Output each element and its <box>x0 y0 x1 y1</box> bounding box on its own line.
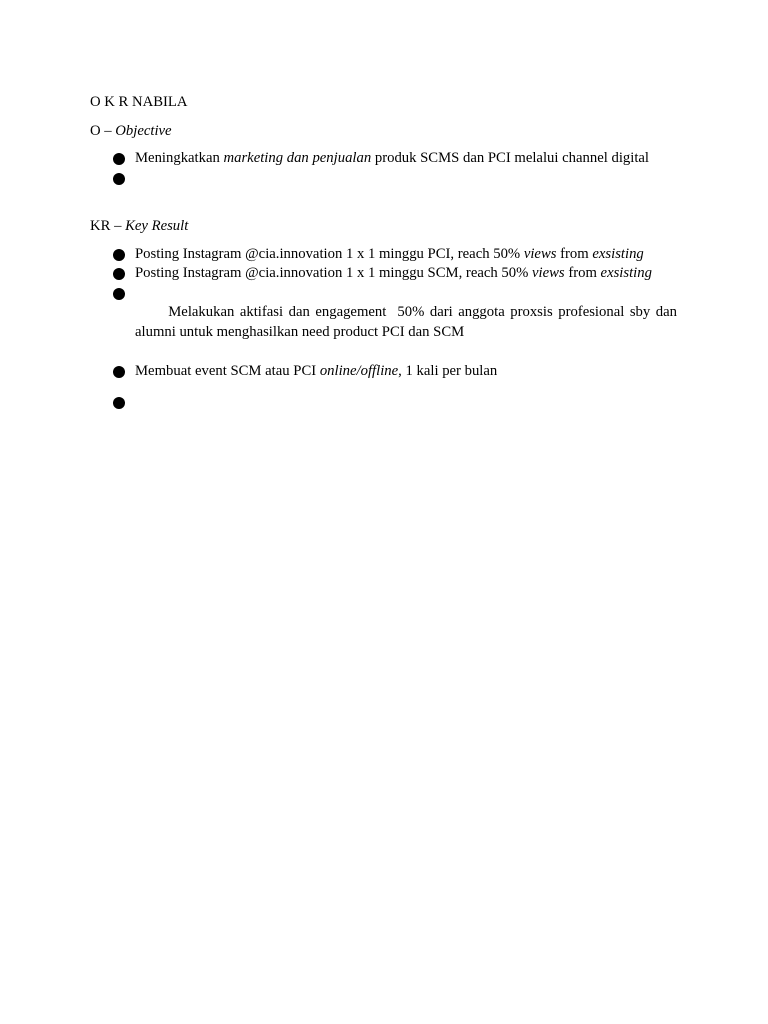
key-result-prefix: KR – <box>90 218 126 234</box>
key-result-item-text: Posting Instagram @cia.innovation 1 x 1 minggu PCI, reach 50% <box>135 245 524 262</box>
bullet-icon <box>113 397 125 409</box>
objective-item-empty <box>90 169 677 189</box>
objective-heading <box>90 122 677 142</box>
key-result-item-text: Posting Instagram @cia.innovation 1 x 1 minggu SCM, reach 50% <box>135 265 532 281</box>
key-result-item-emphasis-end: exsisting <box>592 245 644 262</box>
bullet-icon <box>113 366 125 378</box>
objective-item-text-end: produk SCMS dan PCI melalui channel digital <box>371 150 650 166</box>
key-result-item-text: Melakukan aktifasi dan engagement 50% dari anggota proxsis profesional sby dan alumni untuk menghasilkan need product PCI dan SCM <box>135 304 681 340</box>
objective-item-text: Meningkatkan <box>135 150 224 166</box>
bullet-icon <box>113 173 125 185</box>
bullet-icon <box>113 288 125 300</box>
key-result-item <box>90 245 677 265</box>
bullet-icon <box>113 268 125 280</box>
key-result-item-text: Membuat event SCM atau PCI <box>135 362 320 379</box>
key-result-label: Key Result <box>125 218 189 234</box>
objective-prefix: O – <box>90 122 116 139</box>
key-result-item-text-end: , 1 kali per bulan <box>398 362 498 379</box>
key-result-item-emphasis: views <box>523 245 557 262</box>
key-result-item-text-mid: from <box>556 245 593 262</box>
key-result-item-emphasis-end: exsisting <box>600 265 652 281</box>
key-result-item-text-mid: from <box>564 265 601 281</box>
objective-list <box>90 149 677 188</box>
bullet-icon <box>113 249 125 261</box>
key-result-item-emphasis: views <box>532 265 565 281</box>
bullet-icon <box>113 153 125 165</box>
document-title: O K R NABILA <box>90 94 188 110</box>
key-result-item-empty <box>90 393 677 413</box>
key-result-item <box>90 362 677 382</box>
key-result-item-emphasis: online/offline <box>319 362 399 379</box>
objective-label: Objective <box>115 122 172 139</box>
key-result-item <box>90 264 677 284</box>
objective-item-emphasis: marketing dan penjualan <box>223 150 372 166</box>
key-result-heading <box>90 217 677 237</box>
key-result-item <box>90 284 681 362</box>
key-result-list <box>90 245 681 413</box>
document-page <box>90 93 681 413</box>
objective-item <box>90 149 677 169</box>
